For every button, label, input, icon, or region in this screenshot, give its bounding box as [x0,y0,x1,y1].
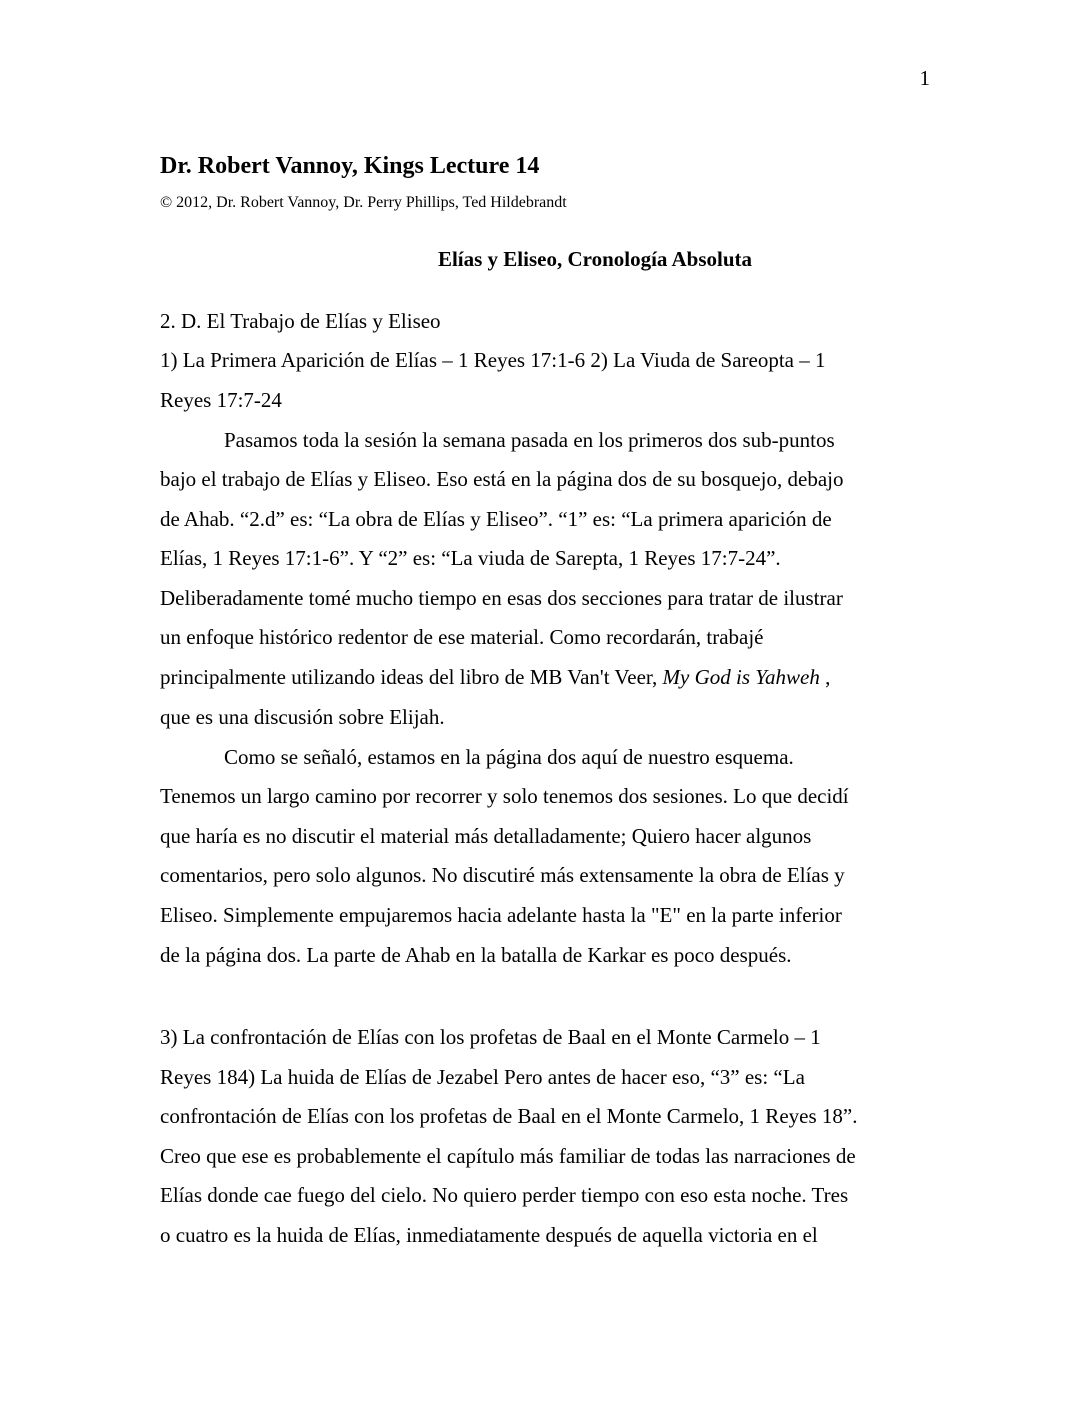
line-text: principalmente utilizando ideas del libro de MB Van't Veer, [160,665,663,689]
paragraph-line: Elías donde cae fuego del cielo. No quiero perder tiempo con eso esta noche. Tres [160,1183,849,1207]
page-number: 1 [919,66,930,90]
paragraph-line: Creo que ese es probablemente el capítulo más familiar de todas las narraciones de [160,1144,856,1168]
paragraph-line: que es una discusión sobre Elijah. [160,705,445,729]
book-title: My God is Yahweh [662,665,820,689]
copyright-line: © 2012, Dr. Robert Vannoy, Dr. Perry Phillips, Ted Hildebrandt [160,194,567,211]
paragraph-line: un enfoque histórico redentor de ese material. Como recordarán, trabajé [160,625,764,649]
paragraph-line: 3) La confrontación de Elías con los profetas de Baal en el Monte Carmelo – 1 [160,1025,821,1049]
paragraph-line: Elías, 1 Reyes 17:1-6”. Y “2” es: “La viuda de Sarepta, 1 Reyes 17:7-24”. [160,546,781,570]
paragraph-line: Deliberadamente tomé mucho tiempo en esas dos secciones para tratar de ilustrar [160,586,843,610]
paragraph-line: de Ahab. “2.d” es: “La obra de Elías y Eliseo”. “1” es: “La primera aparición de [160,507,832,531]
paragraph-line: Pasamos toda la sesión la semana pasada en los primeros dos sub-puntos [224,428,835,452]
paragraph-line: Reyes 184) La huida de Elías de Jezabel Pero antes de hacer eso, “3” es: “La [160,1065,805,1089]
paragraph-line: confrontación de Elías con los profetas de Baal en el Monte Carmelo, 1 Reyes 18”. [160,1104,858,1128]
document-title: Dr. Robert Vannoy, Kings Lecture 14 [160,153,540,179]
section-heading: 2. D. El Trabajo de Elías y Eliseo [160,309,441,333]
paragraph-line: Tenemos un largo camino por recorrer y solo tenemos dos sesiones. Lo que decidí [160,784,849,808]
subheading-line: 1) La Primera Aparición de Elías – 1 Reyes 17:1-6 2) La Viuda de Sareopta – 1 [160,348,826,372]
paragraph-line: comentarios, pero solo algunos. No discutiré más extensamente la obra de Elías y [160,863,845,887]
paragraph-line: o cuatro es la huida de Elías, inmediatamente después de aquella victoria en el [160,1223,818,1247]
line-text: , [819,665,831,689]
paragraph-line: Eliseo. Simplemente empujaremos hacia adelante hasta la "E" en la parte inferior [160,903,842,927]
subheading-line: Reyes 17:7-24 [160,388,282,412]
paragraph-line: de la página dos. La parte de Ahab en la batalla de Karkar es poco después. [160,943,792,967]
paragraph-line: Como se señaló, estamos en la página dos aquí de nuestro esquema. [224,745,794,769]
paragraph-line [160,662,830,692]
lecture-subtitle: Elías y Eliseo, Cronología Absoluta [437,247,753,271]
paragraph-line: que haría es no discutir el material más detalladamente; Quiero hacer algunos [160,824,812,848]
paragraph-line: bajo el trabajo de Elías y Eliseo. Eso está en la página dos de su bosquejo, debajo [160,467,844,491]
